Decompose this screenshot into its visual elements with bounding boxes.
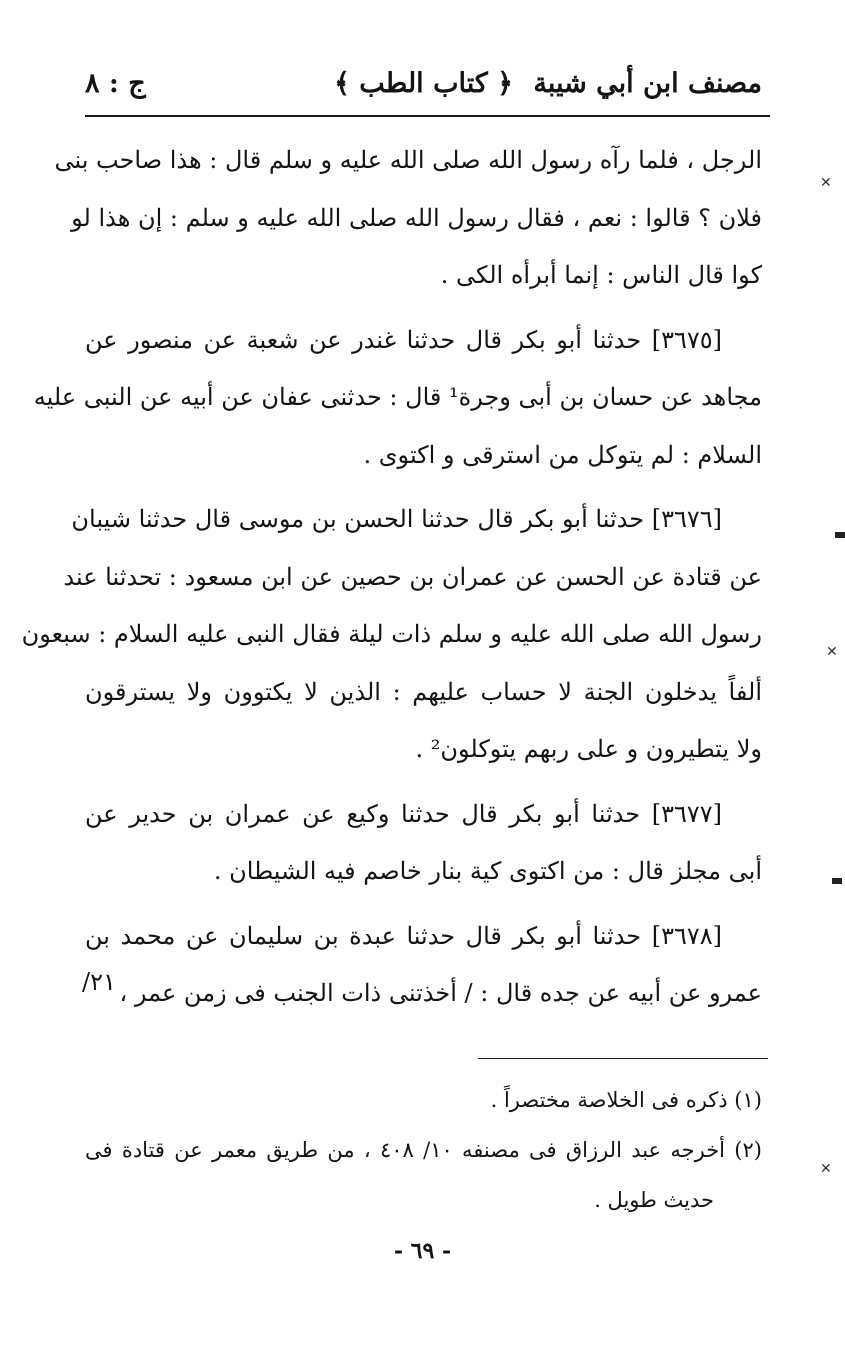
text-line: رسول الله صلى الله عليه و سلم ذات ليلة فقال النبى عليه السلام : سبعون: [21, 620, 762, 648]
text-line: الرجل ، فلما رآه رسول الله صلى الله عليه و سلم قال : هذا صاحب بنى: [54, 146, 762, 174]
chapter-title: ﴿ كتاب الطب ﴾: [334, 68, 513, 99]
margin-mark: ✕: [826, 644, 838, 660]
text-line: عن قتادة عن الحسن عن عمران بن حصين عن ابن مسعود : تحدثنا عند: [63, 562, 762, 591]
hadith-3677-line: [٣٦٧٧] حدثنا أبو بكر قال حدثنا وكيع عن عمران بن حدير عن: [85, 799, 722, 828]
hadith-3676-line: [٣٦٧٦] حدثنا أبو بكر قال حدثنا الحسن بن موسى قال حدثنا شيبان: [71, 505, 722, 533]
text-line: مجاهد عن حسان بن أبى وجرة¹ قال : حدثنى عفان عن أبيه عن النبى عليه: [33, 383, 762, 411]
margin-mark: [832, 878, 842, 884]
text-line: أبى مجلز قال : من اكتوى كية بنار خاصم فيه الشيطان .: [213, 857, 762, 885]
margin-mark: [835, 532, 845, 538]
book-title: مصنف ابن أبي شيبة: [533, 68, 762, 99]
margin-mark: ✕: [820, 175, 832, 191]
footnote-1: (١) ذكره فى الخلاصة مختصراً .: [490, 1088, 762, 1112]
hadith-3678-line: [٣٦٧٨] حدثنا أبو بكر قال حدثنا عبدة بن سليمان عن محمد بن: [85, 921, 722, 950]
text-line: ألفاً يدخلون الجنة لا حساب عليهم : الذين لا يكتوون ولا يسترقون: [85, 677, 762, 706]
volume-number: ج : ٨: [85, 68, 146, 99]
page-number: - ٦٩ -: [393, 1238, 452, 1264]
footnote-2-continued: حديث طويل .: [594, 1188, 714, 1212]
text-line: فلان ؟ قالوا : نعم ، فقال رسول الله صلى الله عليه و سلم : إن هذا لو: [71, 203, 762, 232]
text-line: عمرو عن أبيه عن جده قال : / أخذتنى ذات الجنب فى زمن عمر ،: [119, 979, 762, 1007]
text-line: ولا يتطيرون و على ربهم يتوكلون² .: [415, 735, 762, 763]
margin-mark: ✕: [820, 1161, 832, 1177]
manuscript-folio-note: ٢١/: [82, 968, 116, 996]
running-header: [85, 60, 762, 110]
hadith-3675-line: [٣٦٧٥] حدثنا أبو بكر قال حدثنا غندر عن شعبة عن منصور عن: [85, 325, 722, 354]
text-line: السلام : لم يتوكل من استرقى و اكتوى .: [363, 440, 762, 469]
footnotes: [85, 1075, 762, 1225]
header-divider: [85, 115, 770, 117]
footnote-2: (٢) أخرجه عبد الرزاق فى مصنفه ١٠/ ٤٠٨ ، من طريق معمر عن قتادة فى: [85, 1138, 762, 1162]
main-text: [21, 132, 762, 1023]
footnote-divider: [478, 1058, 768, 1059]
text-line: كوا قال الناس : إنما أبرأه الكى .: [440, 261, 762, 289]
